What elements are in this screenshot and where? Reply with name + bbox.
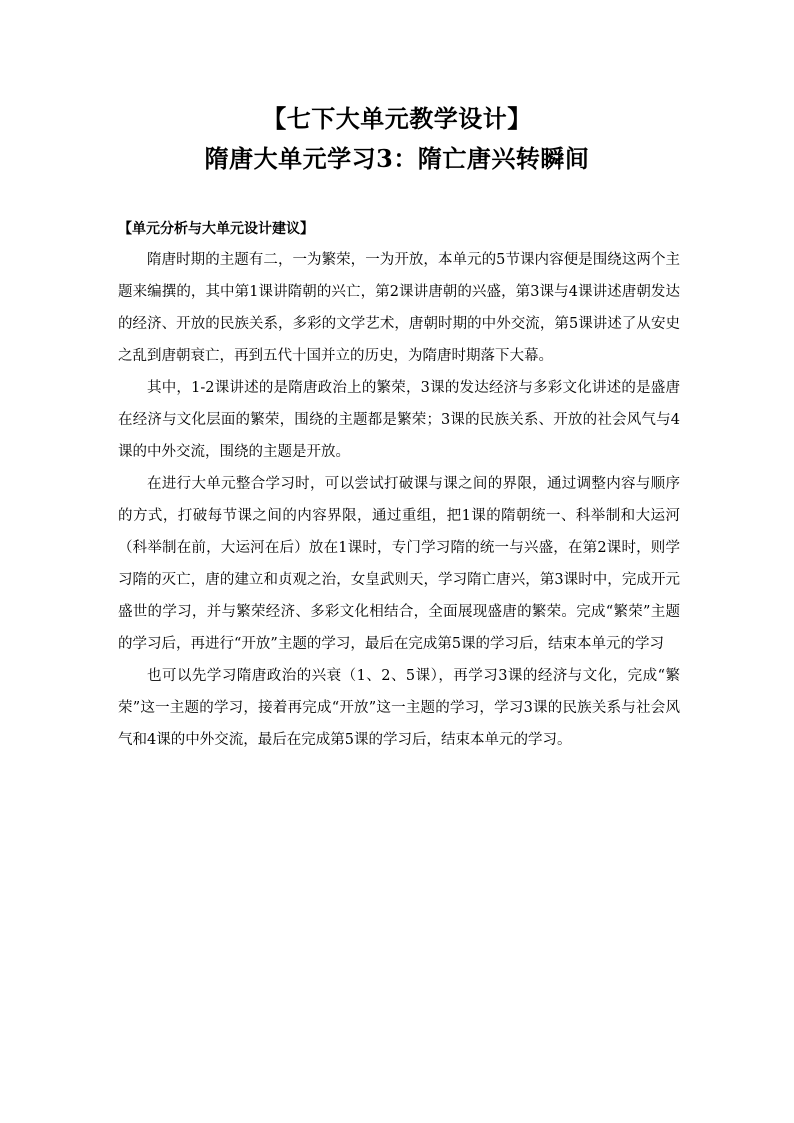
paragraph: 隋唐时期的主题有二，一为繁荣，一为开放，本单元的5节课内容便是围绕这两个主题来编撰的，其中第1课讲隋朝的兴亡，第2课讲唐朝的兴盛，第3课与4课讲述唐朝发达的经济、开放的民族关系，多彩的文学艺术，唐朝时期的中外交流，第5课讲述了从安史之乱到唐朝衰亡，再到五代十国并立的历史，为隋唐时期落下大幕。: [118, 252, 680, 364]
section-body: [118, 244, 680, 756]
paragraph: 也可以先学习隋唐政治的兴衰（1、2、5课），再学习3课的经济与文化，完成“繁荣”这一主题的学习，接着再完成“开放”这一主题的学习，学习3课的民族关系与社会风气和4课的中外交流，最后在完成第5课的学习后，结束本单元的学习。: [118, 668, 680, 748]
section-heading: 【单元分析与大单元设计建议】: [118, 221, 314, 237]
document-title: 【七下大单元教学设计】: [262, 104, 532, 133]
paragraph: 在进行大单元整合学习时，可以尝试打破课与课之间的界限，通过调整内容与顺序的方式，打破每节课之间的内容界限，通过重组，把1课的隋朝统一、科举制和大运河（科举制在前，大运河在后）放在1课时，专门学习隋的统一与兴盛，在第2课时，则学习隋的灭亡，唐的建立和贞观之治，女皇武则天，学习隋亡唐兴，第3课时中，完成开元盛世的学习，并与繁荣经济、多彩文化相结合，全面展现盛唐的繁荣。完成“繁荣”主题的学习后，再进行“开放”主题的学习，最后在完成第5课的学习后，结束本单元的学习: [118, 476, 680, 652]
document-subtitle: 隋唐大单元学习3：隋亡唐兴转瞬间: [204, 144, 590, 173]
paragraph: 其中，1-2课讲述的是隋唐政治上的繁荣，3课的发达经济与多彩文化讲述的是盛唐在经济与文化层面的繁荣，围绕的主题都是繁荣；3课的民族关系、开放的社会风气与4课的中外交流，围绕的主题是开放。: [118, 380, 680, 460]
